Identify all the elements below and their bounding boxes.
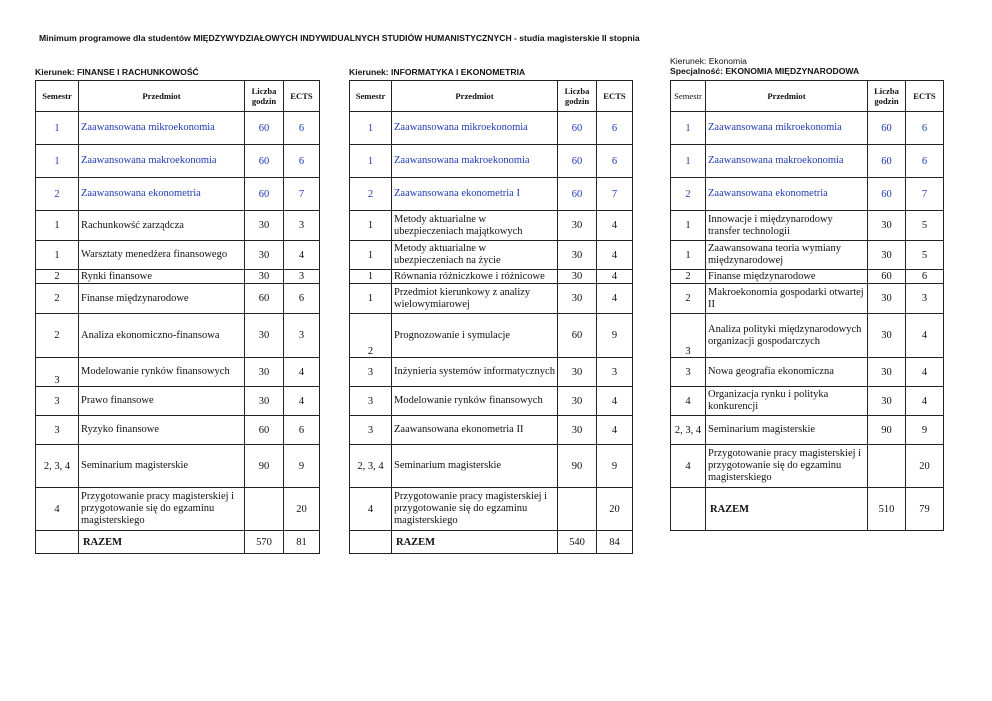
- cell-liczba-godzin: 90: [558, 445, 597, 488]
- cell-przedmiot: Finanse międzynarodowe: [706, 270, 868, 284]
- cell-liczba-godzin: 60: [245, 145, 284, 178]
- cell-przedmiot: Innowacje i międzynarodowy transfer technologii: [706, 211, 868, 241]
- cell-ects: 9: [906, 416, 944, 445]
- cell-przedmiot: Zaawansowana ekonometria: [79, 178, 245, 211]
- cell-ects: 6: [597, 112, 633, 145]
- header-liczba-godzin: Liczba godzin: [868, 81, 906, 112]
- cell-liczba-godzin: 30: [868, 284, 906, 314]
- cell-semestr: 3: [671, 358, 706, 387]
- header-semestr: Semestr: [36, 81, 79, 112]
- table-row: [36, 387, 320, 416]
- cell-ects: 6: [906, 270, 944, 284]
- cell-przedmiot: Makroekonomia gospodarki otwartej II: [706, 284, 868, 314]
- cell-liczba-godzin: [558, 488, 597, 531]
- table-row: [350, 416, 633, 445]
- cell-liczba-godzin: 60: [868, 270, 906, 284]
- table-row: [671, 270, 944, 284]
- cell-semestr: 2, 3, 4: [350, 445, 392, 488]
- cell-semestr: 3: [350, 358, 392, 387]
- cell-liczba-godzin: 90: [868, 416, 906, 445]
- cell-liczba-godzin: 60: [558, 314, 597, 358]
- table-2-label: Kierunek: INFORMATYKA I EKONOMETRIA: [349, 67, 526, 77]
- cell-przedmiot: Zaawansowana mikroekonomia: [79, 112, 245, 145]
- cell-przedmiot: RAZEM: [706, 488, 868, 531]
- header-semestr: Semestr: [671, 81, 706, 112]
- cell-ects: 6: [906, 112, 944, 145]
- cell-przedmiot: Seminarium magisterskie: [706, 416, 868, 445]
- cell-ects: 7: [284, 178, 320, 211]
- table-row: [36, 211, 320, 241]
- cell-semestr: 2: [671, 270, 706, 284]
- cell-przedmiot: Przygotowanie pracy magisterskiej i przygotowanie się do egzaminu magisterskiego: [79, 488, 245, 531]
- cell-liczba-godzin: 30: [868, 211, 906, 241]
- cell-przedmiot: Zaawansowana mikroekonomia: [706, 112, 868, 145]
- cell-liczba-godzin: 30: [245, 211, 284, 241]
- cell-ects: 4: [284, 358, 320, 387]
- table-row: [671, 145, 944, 178]
- cell-liczba-godzin: 30: [245, 387, 284, 416]
- table-3-label: Kierunek: Ekonomia Specjalność: EKONOMIA MIĘDZYNARODOWA: [670, 56, 860, 76]
- cell-ects: 6: [284, 145, 320, 178]
- table-row: [36, 488, 320, 531]
- cell-ects: 9: [597, 445, 633, 488]
- header-ects: ECTS: [284, 81, 320, 112]
- table-row: [671, 314, 944, 358]
- table-row: [36, 112, 320, 145]
- cell-ects: 6: [597, 145, 633, 178]
- cell-przedmiot: Seminarium magisterskie: [79, 445, 245, 488]
- cell-ects: 4: [597, 284, 633, 314]
- cell-semestr: 3: [36, 416, 79, 445]
- cell-przedmiot: Przedmiot kierunkowy z analizy wielowymiarowej: [392, 284, 558, 314]
- table-row: [350, 241, 633, 270]
- cell-ects: 79: [906, 488, 944, 531]
- cell-semestr: 1: [671, 241, 706, 270]
- header-przedmiot: Przedmiot: [392, 81, 558, 112]
- header-liczba-godzin: Liczba godzin: [245, 81, 284, 112]
- cell-przedmiot: Zaawansowana makroekonomia: [79, 145, 245, 178]
- table-row: [36, 284, 320, 314]
- cell-przedmiot: Warsztaty menedżera finansowego: [79, 241, 245, 270]
- cell-ects: 7: [597, 178, 633, 211]
- cell-ects: 6: [906, 145, 944, 178]
- cell-liczba-godzin: 60: [868, 112, 906, 145]
- cell-semestr: 1: [350, 211, 392, 241]
- cell-semestr: 1: [350, 270, 392, 284]
- cell-przedmiot: RAZEM: [392, 531, 558, 554]
- cell-semestr: 2: [671, 178, 706, 211]
- cell-liczba-godzin: 30: [558, 211, 597, 241]
- cell-liczba-godzin: 90: [245, 445, 284, 488]
- cell-semestr: 1: [350, 284, 392, 314]
- cell-przedmiot: Nowa geografia ekonomiczna: [706, 358, 868, 387]
- cell-liczba-godzin: [245, 488, 284, 531]
- cell-przedmiot: Zaawansowana makroekonomia: [392, 145, 558, 178]
- cell-semestr: 3: [36, 387, 79, 416]
- cell-semestr: [36, 531, 79, 554]
- cell-liczba-godzin: [868, 445, 906, 488]
- cell-ects: 7: [906, 178, 944, 211]
- header-przedmiot: Przedmiot: [79, 81, 245, 112]
- cell-przedmiot: Zaawansowana makroekonomia: [706, 145, 868, 178]
- cell-liczba-godzin: 60: [868, 145, 906, 178]
- cell-przedmiot: Metody aktuarialne w ubezpieczeniach na życie: [392, 241, 558, 270]
- cell-przedmiot: Rynki finansowe: [79, 270, 245, 284]
- cell-liczba-godzin: 60: [558, 112, 597, 145]
- cell-liczba-godzin: 30: [245, 241, 284, 270]
- cell-ects: 4: [906, 358, 944, 387]
- cell-przedmiot: Zaawansowana ekonometria II: [392, 416, 558, 445]
- header-ects: ECTS: [597, 81, 633, 112]
- cell-semestr: 2: [36, 314, 79, 358]
- total-row: [36, 531, 320, 554]
- cell-przedmiot: Prognozowanie i symulacje: [392, 314, 558, 358]
- cell-semestr: 1: [671, 145, 706, 178]
- cell-przedmiot: Analiza ekonomiczno-finansowa: [79, 314, 245, 358]
- table-row: [671, 358, 944, 387]
- cell-przedmiot: Rachunkowść zarządcza: [79, 211, 245, 241]
- cell-ects: 4: [597, 416, 633, 445]
- table-row: [36, 145, 320, 178]
- cell-semestr: 1: [36, 241, 79, 270]
- cell-ects: 6: [284, 284, 320, 314]
- table-row: [36, 445, 320, 488]
- cell-semestr: 2: [350, 178, 392, 211]
- cell-przedmiot: Seminarium magisterskie: [392, 445, 558, 488]
- cell-semestr: 4: [350, 488, 392, 531]
- cell-ects: 81: [284, 531, 320, 554]
- cell-przedmiot: Modelowanie rynków finansowych: [79, 358, 245, 387]
- cell-przedmiot: Równania różniczkowe i różnicowe: [392, 270, 558, 284]
- cell-ects: 3: [906, 284, 944, 314]
- cell-ects: 4: [284, 241, 320, 270]
- header-semestr: Semestr: [350, 81, 392, 112]
- total-row: [671, 488, 944, 531]
- table-row: [350, 178, 633, 211]
- table-row: [671, 445, 944, 488]
- cell-przedmiot: Inżynieria systemów informatycznych: [392, 358, 558, 387]
- program-table-informatyka: [349, 80, 633, 554]
- table-row: [350, 387, 633, 416]
- cell-liczba-godzin: 30: [558, 387, 597, 416]
- cell-liczba-godzin: 30: [558, 241, 597, 270]
- cell-semestr: 3: [350, 387, 392, 416]
- cell-ects: 9: [597, 314, 633, 358]
- table-row: [36, 270, 320, 284]
- table-row: [350, 112, 633, 145]
- cell-liczba-godzin: 30: [868, 314, 906, 358]
- document-title: Minimum programowe dla studentów MIĘDZYWYDZIAŁOWYCH INDYWIDUALNYCH STUDIÓW HUMANISTYCZNYCH - studia magisterskie II stopnia: [39, 33, 640, 43]
- cell-semestr: 2: [350, 314, 392, 358]
- cell-ects: 5: [906, 241, 944, 270]
- cell-ects: 4: [597, 241, 633, 270]
- cell-semestr: 1: [36, 145, 79, 178]
- cell-przedmiot: Modelowanie rynków finansowych: [392, 387, 558, 416]
- cell-liczba-godzin: 30: [558, 284, 597, 314]
- cell-ects: 6: [284, 416, 320, 445]
- cell-przedmiot: Finanse międzynarodowe: [79, 284, 245, 314]
- cell-semestr: 2: [36, 284, 79, 314]
- program-table-ekonomia: [670, 80, 944, 531]
- table-row: [36, 178, 320, 211]
- cell-liczba-godzin: 30: [868, 387, 906, 416]
- cell-przedmiot: Ryzyko finansowe: [79, 416, 245, 445]
- cell-semestr: 2: [671, 284, 706, 314]
- cell-ects: 4: [597, 211, 633, 241]
- cell-semestr: 4: [671, 387, 706, 416]
- cell-semestr: 3: [671, 314, 706, 358]
- table-row: [350, 270, 633, 284]
- cell-ects: 4: [284, 387, 320, 416]
- cell-ects: 3: [284, 270, 320, 284]
- cell-semestr: 1: [671, 211, 706, 241]
- table-row: [36, 241, 320, 270]
- table-row: [671, 284, 944, 314]
- cell-przedmiot: Zaawansowana ekonometria: [706, 178, 868, 211]
- cell-przedmiot: Organizacja rynku i polityka konkurencji: [706, 387, 868, 416]
- cell-semestr: 1: [36, 112, 79, 145]
- table-row: [350, 284, 633, 314]
- cell-liczba-godzin: 30: [558, 358, 597, 387]
- cell-semestr: 2, 3, 4: [36, 445, 79, 488]
- header-liczba-godzin: Liczba godzin: [558, 81, 597, 112]
- table-row: [671, 211, 944, 241]
- table-row: [350, 314, 633, 358]
- cell-semestr: [671, 488, 706, 531]
- table-row: [36, 358, 320, 387]
- cell-ects: 6: [284, 112, 320, 145]
- cell-liczba-godzin: 30: [245, 358, 284, 387]
- table-row: [350, 358, 633, 387]
- cell-przedmiot: Metody aktuarialne w ubezpieczeniach majątkowych: [392, 211, 558, 241]
- header-ects: ECTS: [906, 81, 944, 112]
- cell-semestr: [350, 531, 392, 554]
- table-row: [36, 314, 320, 358]
- table-1-label: Kierunek: FINANSE I RACHUNKOWOŚĆ: [35, 67, 199, 77]
- cell-liczba-godzin: 30: [558, 416, 597, 445]
- cell-liczba-godzin: 60: [245, 416, 284, 445]
- cell-przedmiot: Przygotowanie pracy magisterskiej i przygotowanie się do egzaminu magisterskiego: [706, 445, 868, 488]
- cell-semestr: 2: [36, 178, 79, 211]
- cell-ects: 4: [906, 387, 944, 416]
- cell-semestr: 2, 3, 4: [671, 416, 706, 445]
- table-row: [350, 488, 633, 531]
- table-row: [350, 211, 633, 241]
- cell-liczba-godzin: 30: [245, 314, 284, 358]
- table-row: [350, 145, 633, 178]
- cell-semestr: 4: [671, 445, 706, 488]
- cell-liczba-godzin: 60: [868, 178, 906, 211]
- cell-liczba-godzin: 60: [245, 112, 284, 145]
- cell-liczba-godzin: 60: [245, 178, 284, 211]
- cell-ects: 4: [597, 270, 633, 284]
- cell-ects: 4: [597, 387, 633, 416]
- total-row: [350, 531, 633, 554]
- cell-ects: 20: [284, 488, 320, 531]
- cell-ects: 9: [284, 445, 320, 488]
- cell-przedmiot: Przygotowanie pracy magisterskiej i przygotowanie się do egzaminu magisterskiego: [392, 488, 558, 531]
- cell-semestr: 1: [350, 145, 392, 178]
- cell-semestr: 4: [36, 488, 79, 531]
- cell-ects: 20: [906, 445, 944, 488]
- cell-ects: 3: [284, 211, 320, 241]
- cell-przedmiot: Prawo finansowe: [79, 387, 245, 416]
- cell-liczba-godzin: 540: [558, 531, 597, 554]
- cell-liczba-godzin: 60: [558, 178, 597, 211]
- cell-przedmiot: Analiza polityki międzynarodowych organizacji gospodarczych: [706, 314, 868, 358]
- table-row: [671, 241, 944, 270]
- table-row: [671, 416, 944, 445]
- cell-liczba-godzin: 30: [868, 241, 906, 270]
- table-row: [36, 416, 320, 445]
- table-row: [671, 387, 944, 416]
- cell-liczba-godzin: 570: [245, 531, 284, 554]
- cell-ects: 4: [906, 314, 944, 358]
- cell-liczba-godzin: 30: [868, 358, 906, 387]
- cell-ects: 3: [284, 314, 320, 358]
- table-row: [671, 112, 944, 145]
- cell-przedmiot: Zaawansowana mikroekonomia: [392, 112, 558, 145]
- cell-semestr: 3: [36, 358, 79, 387]
- cell-przedmiot: RAZEM: [79, 531, 245, 554]
- cell-ects: 84: [597, 531, 633, 554]
- cell-liczba-godzin: 60: [558, 145, 597, 178]
- cell-liczba-godzin: 60: [245, 284, 284, 314]
- table-row: [350, 445, 633, 488]
- cell-przedmiot: Zaawansowana teoria wymiany międzynarodowej: [706, 241, 868, 270]
- cell-liczba-godzin: 30: [245, 270, 284, 284]
- cell-przedmiot: Zaawansowana ekonometria I: [392, 178, 558, 211]
- cell-semestr: 1: [350, 112, 392, 145]
- program-table-finanse: [35, 80, 320, 554]
- cell-semestr: 2: [36, 270, 79, 284]
- cell-ects: 20: [597, 488, 633, 531]
- cell-ects: 3: [597, 358, 633, 387]
- cell-semestr: 1: [36, 211, 79, 241]
- cell-semestr: 3: [350, 416, 392, 445]
- header-przedmiot: Przedmiot: [706, 81, 868, 112]
- cell-semestr: 1: [350, 241, 392, 270]
- cell-liczba-godzin: 30: [558, 270, 597, 284]
- cell-liczba-godzin: 510: [868, 488, 906, 531]
- cell-semestr: 1: [671, 112, 706, 145]
- cell-ects: 5: [906, 211, 944, 241]
- table-row: [671, 178, 944, 211]
